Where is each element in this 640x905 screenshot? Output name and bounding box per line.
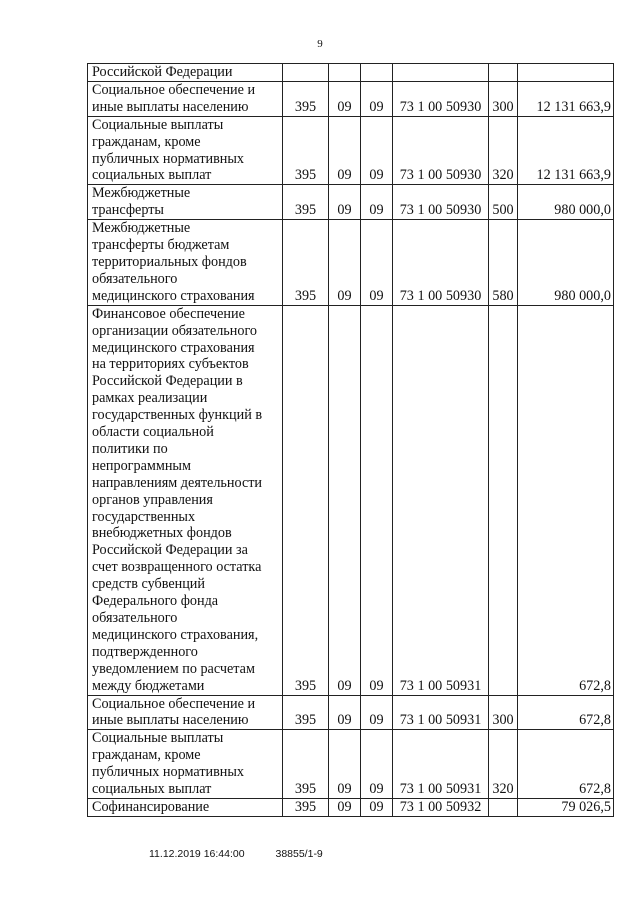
row-subsection-code	[361, 64, 393, 82]
row-subsection-code: 09	[361, 116, 393, 185]
row-subsection-code: 09	[361, 185, 393, 220]
row-amount: 980 000,0	[518, 220, 614, 306]
row-target-article: 73 1 00 50930	[393, 81, 489, 116]
row-name: Финансовое обеспечение организации обязательного медицинского страхования на территориях субъектов Российской Федерации в рамках реализации государственных функций в области социальной политики по непрограммным направлениям деятельности органов управления государственных внебюджетных фондов Российской Федерации за счет возвращенного остатка средств субвенций Федерального фонда обязательного медицинского страхования, подтвержденного уведомлением по расчетам между бюджетами	[88, 305, 283, 695]
row-ministry-code	[283, 64, 329, 82]
table-row	[88, 305, 614, 695]
row-subsection-code: 09	[361, 81, 393, 116]
row-amount: 672,8	[518, 695, 614, 730]
row-expense-type	[489, 64, 518, 82]
row-ministry-code: 395	[283, 798, 329, 816]
row-ministry-code: 395	[283, 305, 329, 695]
table-row	[88, 185, 614, 220]
row-ministry-code: 395	[283, 730, 329, 799]
row-amount	[518, 64, 614, 82]
row-name: Социальное обеспечение и иные выплаты населению	[88, 695, 283, 730]
row-ministry-code: 395	[283, 220, 329, 306]
row-target-article: 73 1 00 50931	[393, 305, 489, 695]
row-subsection-code: 09	[361, 305, 393, 695]
row-section-code: 09	[329, 220, 361, 306]
row-amount: 672,8	[518, 730, 614, 799]
row-expense-type: 320	[489, 730, 518, 799]
row-ministry-code: 395	[283, 81, 329, 116]
document-footer	[149, 848, 323, 860]
row-name: Российской Федерации	[88, 64, 283, 82]
row-expense-type: 500	[489, 185, 518, 220]
row-subsection-code: 09	[361, 695, 393, 730]
row-amount: 980 000,0	[518, 185, 614, 220]
row-ministry-code: 395	[283, 695, 329, 730]
row-name: Социальные выплаты гражданам, кроме публичных нормативных социальных выплат	[88, 116, 283, 185]
row-name: Софинансирование	[88, 798, 283, 816]
row-target-article: 73 1 00 50931	[393, 695, 489, 730]
row-section-code: 09	[329, 305, 361, 695]
row-name: Социальное обеспечение и иные выплаты населению	[88, 81, 283, 116]
row-expense-type: 580	[489, 220, 518, 306]
table-row	[88, 116, 614, 185]
row-ministry-code: 395	[283, 116, 329, 185]
row-subsection-code: 09	[361, 798, 393, 816]
row-ministry-code: 395	[283, 185, 329, 220]
row-section-code: 09	[329, 185, 361, 220]
row-name: Социальные выплаты гражданам, кроме публичных нормативных социальных выплат	[88, 730, 283, 799]
table-row	[88, 798, 614, 816]
row-expense-type	[489, 305, 518, 695]
table-row	[88, 695, 614, 730]
row-section-code: 09	[329, 81, 361, 116]
row-subsection-code: 09	[361, 220, 393, 306]
row-section-code: 09	[329, 116, 361, 185]
row-amount: 79 026,5	[518, 798, 614, 816]
row-expense-type: 300	[489, 695, 518, 730]
table-row	[88, 64, 614, 82]
footer-document-id: 38855/1-9	[275, 848, 323, 860]
row-name: Межбюджетные трансферты	[88, 185, 283, 220]
row-name: Межбюджетные трансферты бюджетам территориальных фондов обязательного медицинского страхования	[88, 220, 283, 306]
footer-timestamp: 11.12.2019 16:44:00	[149, 848, 245, 860]
row-section-code: 09	[329, 730, 361, 799]
row-expense-type	[489, 798, 518, 816]
row-amount: 12 131 663,9	[518, 116, 614, 185]
row-target-article: 73 1 00 50930	[393, 116, 489, 185]
row-section-code	[329, 64, 361, 82]
row-expense-type: 300	[489, 81, 518, 116]
row-section-code: 09	[329, 695, 361, 730]
table-row	[88, 730, 614, 799]
row-target-article: 73 1 00 50930	[393, 220, 489, 306]
row-expense-type: 320	[489, 116, 518, 185]
table-row	[88, 220, 614, 306]
row-target-article	[393, 64, 489, 82]
page-number: 9	[317, 38, 323, 50]
table-row	[88, 81, 614, 116]
budget-table	[87, 63, 614, 817]
row-target-article: 73 1 00 50930	[393, 185, 489, 220]
row-amount: 672,8	[518, 305, 614, 695]
row-section-code: 09	[329, 798, 361, 816]
row-target-article: 73 1 00 50932	[393, 798, 489, 816]
row-subsection-code: 09	[361, 730, 393, 799]
row-amount: 12 131 663,9	[518, 81, 614, 116]
row-target-article: 73 1 00 50931	[393, 730, 489, 799]
